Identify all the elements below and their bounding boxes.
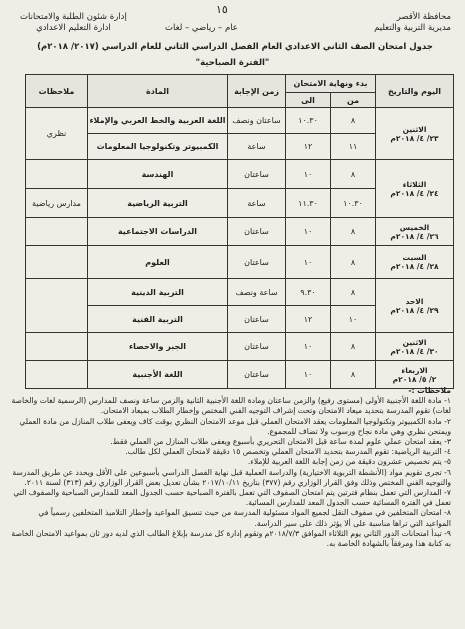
note-item: ٤- التربية الرياضية: تقوم المدرسة بتحديد الامتحان العملي وتخصص ١٥ دقيقة لامتحان العملي لكل طالب. [125,447,451,457]
directorate: مديرية التربية والتعليم [374,23,451,33]
subject: التربية الدينية [88,279,228,306]
duration: ساعتان [228,160,286,189]
duration: ساعتان [228,306,286,333]
subject: العلوم [88,246,228,279]
note-item: ٧- المدارس التي تعمل بنظام فترتين يتم امتحان الصفوف التي تعمل بالفترة الصباحية حسب الجدول المعد للمدارس الصباحية والصفوف التي تعمل في الفترة المسائية حسب الجدول المعد للمدارس المسائية. [13,488,451,508]
note [26,218,88,246]
subject: اللغة العربية والخط العربي والإملاء [88,108,228,134]
duration: ساعتان [228,333,286,361]
note-item: ٣- يعقد امتحان عملي علوم لمدة ساعة قبل الامتحان التحريري بأسبوع ويعفى طلاب المنازل من العملي فقط. [110,437,451,447]
header-notes: ملاحظات [26,75,88,108]
note [26,361,88,389]
end-time: ١٠ [286,246,331,279]
preparatory-administration: ادارة التعليم الاعدادي [36,23,111,33]
start-time: ٨ [331,333,376,361]
duration: ساعة ونصف [228,279,286,306]
document-subtitle: "الفترة الصباحية" [195,58,270,68]
header-left [20,12,127,34]
note [26,333,88,361]
subject: الكمبيوتر وتكنولوجيا المعلومات [88,134,228,160]
date: ٢٨/ ٤/ ٢٠١٨م [390,262,439,271]
date: ٢٩/ ٤/ ٢٠١٨م [390,305,439,315]
end-time: ١١.٣٠ [286,189,331,218]
day-name: الاثنين [402,337,427,347]
note-item: ٨- امتحان المتخلفين في صفوف النقل لجميع المواد مسئولية المدرسة من حيث تنسيق المواعيد وإخطار التلاميذ المتخلفين رسمياً في المواعيد التي تراها مناسبة على ألا يؤثر ذلك على سير الدراسة. [38,508,451,528]
header-to: الى [286,93,331,108]
header-exam-time: بدء ونهاية الامتحان [286,75,376,93]
end-time: ١٠ [286,218,331,246]
start-time: ١٠.٣٠ [331,189,376,218]
table-row [26,160,454,189]
header-from: من [331,93,376,108]
header-right [374,12,451,34]
start-time: ١١ [331,134,376,160]
start-time: ٨ [331,218,376,246]
subject: التربية الفنية [88,306,228,333]
table-row [26,246,454,279]
subject: الجبر والاحصاء [88,333,228,361]
document-title: جدول امتحان الصف الثاني الاعدادي العام الفصل الدراسي الثاني للعام الدراسي (٢٠١٧/ ٢٠١٨م) [37,42,433,52]
end-time: ١٠ [286,160,331,189]
notes-section [11,386,451,549]
note [26,160,88,189]
duration: ساعتان [228,218,286,246]
header-duration: زمن الإجابة [228,75,286,108]
table-row [26,333,454,361]
duration: ساعة [228,189,286,218]
day-name: الثلاثاء [402,179,427,189]
page-number: ١٥ [216,3,228,16]
day-name: السبت [402,253,427,262]
day-date-cell [376,333,454,361]
day-date-cell [376,108,454,160]
duration: ساعة [228,134,286,160]
subject: الدراسات الاجتماعية [88,218,228,246]
start-time: ٨ [331,361,376,389]
date: ٣٠/ ٤/ ٢٠١٨م [390,346,439,356]
start-time: ٨ [331,160,376,189]
header-day-date: اليوم والتاريخ [376,75,454,108]
note [26,279,88,333]
governorate: محافظة الأقصر [396,12,451,22]
day-date-cell [376,361,454,389]
start-time: ١٠ [331,306,376,333]
subject: اللغة الأجنبية [88,361,228,389]
note-item: ٩- تبدأ امتحانات الدور الثاني يوم الثلاثاء الموافق ٢٠١٨/٧/٣م وتقوم إدارة كل مدرسة بإبلاغ الطالب الذي لديه دور ثان بمواعيد الامتحان الخاصة به كتابة هذا ومرفقاً بالشهادة الخاصة به. [11,528,451,549]
notes-heading: ملاحظات :- [408,386,451,395]
header-subject: المادة [88,75,228,108]
end-time: ١٠ [286,333,331,361]
header-center: عام – رياضي – لغات [165,23,238,33]
exams-administration: إدارة شئون الطلبة والامتحانات [20,12,127,22]
note [26,246,88,279]
end-time: ٩.٣٠ [286,279,331,306]
date: ٢٦/ ٤/ ٢٠١٨م [390,231,439,241]
note-item: ٦- تجرى تقويم مواد (الأنشطة التربوية الاختيارية) والدراسة العملية قبل نهاية الفصل الدراسي بأسبوعين على الأقل ويحدد عن طريق المدرسة والتوجيه الفني المختص وذلك وفق القرار الوزاري رقم (٣٧٧) بتاريخ ٢٠١٧/١٠/١١ بشأن تعديل بعض القرار الوزاري رقم (٣١٣) لسنة ٢٠١١. [12,467,451,487]
note-item: ١- مادة اللغة الأجنبية الأولى (مستوى رفيع) والزمن ساعتان ومادة اللغة الأجنبية الثانية والزمن ساعة ونصف للمدارس (الرسمية لغات والخاصة لغات) تقوم المدرسة بتحديد ميعاد الامتحان وتحت إشراف التوجيه الفني المختص وإخطار الطلاب بميعاد الامتحان. [11,396,451,416]
end-time: ١٢ [286,306,331,333]
end-time: ١٠ [286,361,331,389]
date: ٢٤/ ٤/ ٢٠١٨م [390,188,439,198]
day-date-cell [376,160,454,218]
end-time: ١٠.٣٠ [286,108,331,134]
date: ٢/ ٥/ ٢٠١٨م [392,374,437,384]
day-date-cell [376,279,454,333]
day-name: الاربعاء [401,365,428,375]
date: ٢٣/ ٤/ ٢٠١٨م [390,133,439,143]
subject: الهندسة [88,160,228,189]
day-name: الخميس [399,222,430,232]
day-name: الاحد [405,296,424,306]
table-row [26,279,454,306]
day-date-cell [376,218,454,246]
duration: ساعتان ونصف [228,108,286,134]
duration: ساعتان [228,246,286,279]
subject: التربية الرياضية [88,189,228,218]
table-row [26,361,454,389]
start-time: ٨ [331,108,376,134]
exam-schedule-table [25,74,454,389]
day-date-cell [376,246,454,279]
start-time: ٨ [331,246,376,279]
note-item: ٢- مادة الكمبيوتر وتكنولوجيا المعلومات يعقد الامتحان العملي قبل موعد الامتحان النظري بوقت كاف ويعفى طلاب المنازل من مادة العملي ويمتحن نظري وهي مادة نجاح ورسوب ولا تضاف للمجموع. [19,416,451,436]
note: مدارس رياضية [26,189,88,218]
start-time: ٨ [331,279,376,306]
duration: ساعتان [228,361,286,389]
day-name: الاثنين [402,124,427,134]
note: نظري [26,108,88,160]
table-row [26,108,454,134]
end-time: ١٢ [286,134,331,160]
table-row [26,218,454,246]
note-item: ٥- يتم تخصيص عشرون دقيقة من زمن إجابة اللغة العربية للإملاء. [247,457,451,467]
